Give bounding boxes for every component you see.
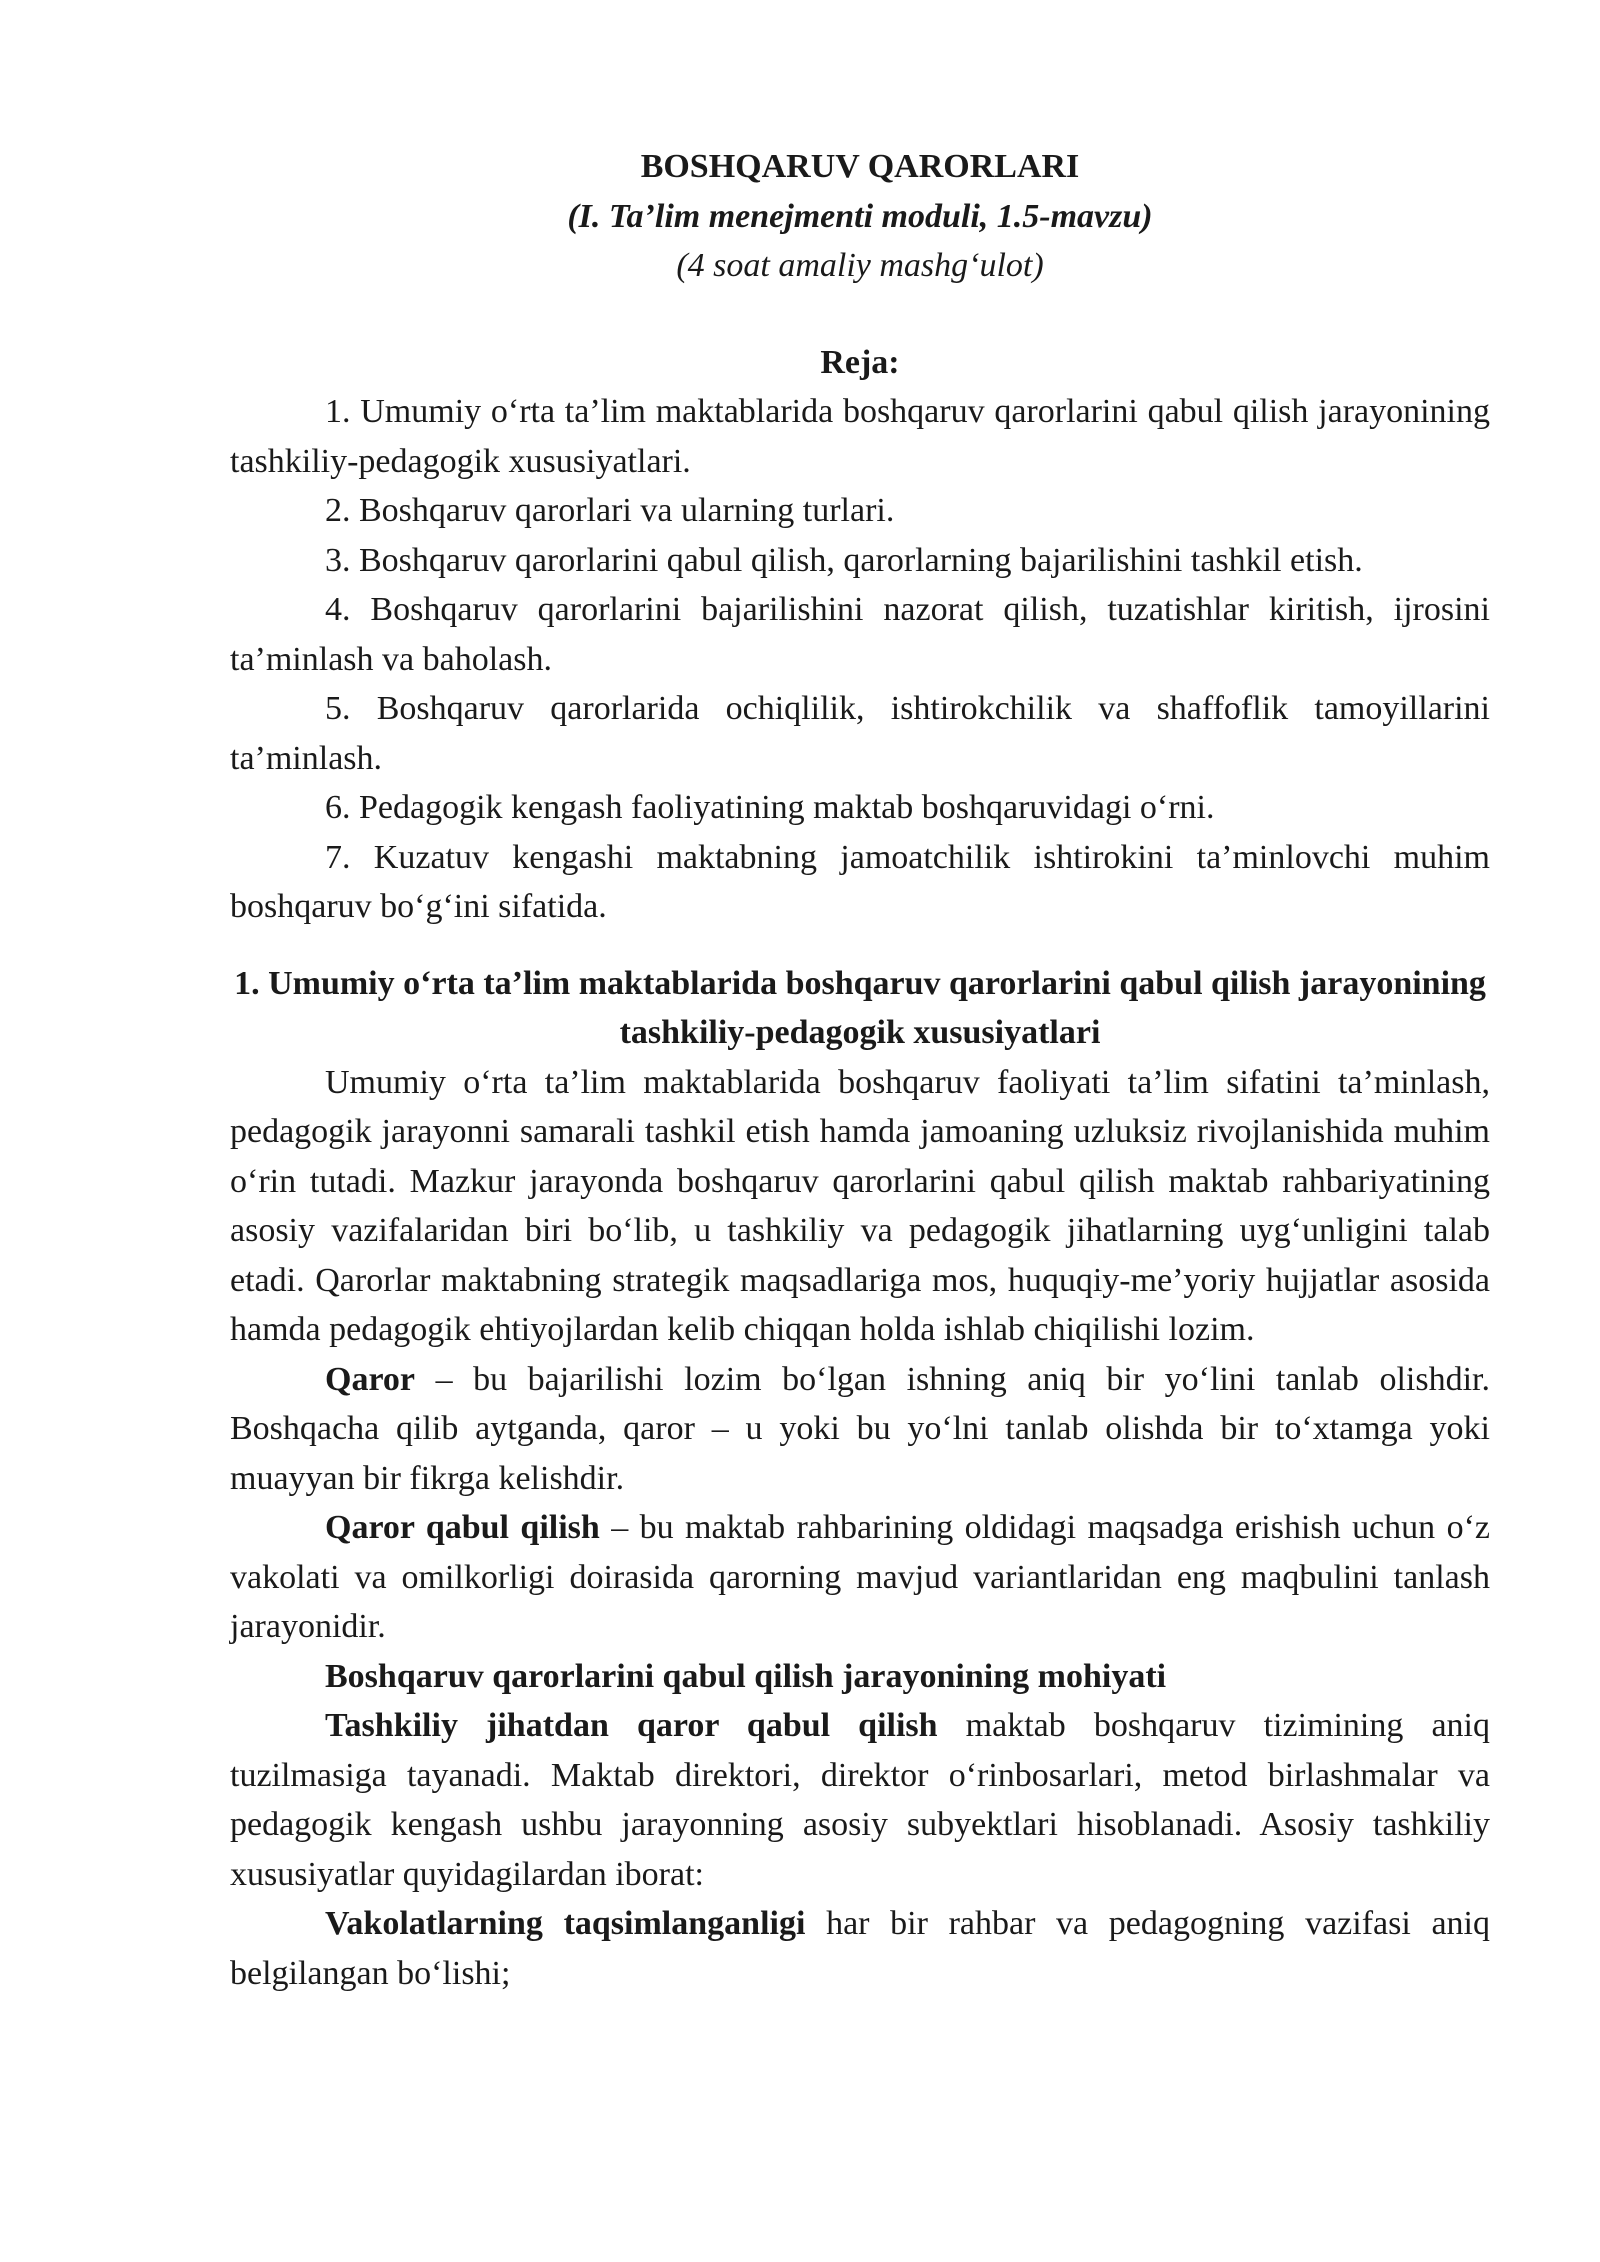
document-title: BOSHQARUV QARORLARI: [640, 148, 1080, 185]
section-1-heading: 1. Umumiy o‘rta ta’lim maktablarida boshqaruv qarorlarini qabul qilish jarayonining tashkiliy-pedagogik xususiyatlari: [234, 964, 1486, 1051]
paragraph-5-text: har bir rahbar va pedagogning vazifasi aniq belgilangan bo‘lishi;: [230, 1905, 1490, 1992]
plan-item-7: 7. Kuzatuv kengashi maktabning jamoatchilik ishtirokini ta’minlovchi muhim boshqaruv bo‘g‘ini sifatida.: [230, 838, 1490, 925]
plan-item-1: 1. Umumiy o‘rta ta’lim maktablarida boshqaruv qarorlarini qabul qilish jarayonining tashkiliy-pedagogik xususiyatlari.: [230, 393, 1490, 480]
paragraph-1: Umumiy o‘rta ta’lim maktablarida boshqaruv faoliyati ta’lim sifatini ta’minlash, pedagogik jarayonni samarali tashkil etish hamda jamoaning uzluksiz rivojlanishida muhim o‘rin tutadi. Mazkur jarayonda boshqaruv qarorlarini qabul qilish maktab rahbariyatining asosiy vazifalaridan biri bo‘lib, u tashkiliy va pedagogik jihatlarning uyg‘unligini talab etadi. Qarorlar maktabning strategik maqsadlariga mos, huquqiy-me’yoriy hujjatlar asosida hamda pedagogik ehtiyojlardan kelib chiqqan holda ishlab chiqilishi lozim.: [230, 1063, 1490, 1348]
paragraph-5: [230, 1899, 1490, 1998]
plan-heading: Reja:: [820, 343, 900, 381]
paragraph-5-term: Vakolatlarning taqsimlanganligi: [325, 1905, 806, 1942]
paragraph-4-term: Tashkiliy jihatdan qaror qabul qilish: [325, 1707, 938, 1744]
paragraph-2: [230, 1355, 1490, 1504]
plan-item-3: 3. Boshqaruv qarorlarini qabul qilish, qarorlarning bajarilishini tashkil etish.: [325, 541, 1363, 579]
paragraph-4: [230, 1701, 1490, 1899]
paragraph-4-text: maktab boshqaruv tizimining aniq tuzilmasiga tayanadi. Maktab direktori, direktor o‘rinbosarlari, metod birlashmalar va pedagogik kengash ushbu jarayonning asosiy subyektlari hisoblanadi. Asosiy tashkiliy xususiyatlar quyidagilardan iborat:: [230, 1707, 1490, 1893]
paragraph-2-term: Qaror: [325, 1360, 416, 1398]
document-subtitle-hours: (4 soat amaliy mashg‘ulot): [676, 247, 1044, 284]
paragraph-2-text: – bu bajarilishi lozim bo‘lgan ishning aniq bir yo‘lini tanlab olishdir. Boshqacha qilib aytganda, qaror – u yoki bu yo‘lni tanlab olishda bir to‘xtamga yoki muayyan bir fikrga kelishdir.: [230, 1360, 1490, 1497]
paragraph-3-term: Qaror qabul qilish: [325, 1509, 600, 1546]
paragraph-3-text: – bu maktab rahbarining oldidagi maqsadga erishish uchun o‘z vakolati va omilkorligi doirasida qarorning mavjud variantlaridan eng maqbulini tanlash jarayonidir.: [230, 1509, 1490, 1645]
document-page: [230, 130, 1490, 1998]
plan-item-2: 2. Boshqaruv qarorlari va ularning turlari.: [325, 492, 895, 529]
paragraph-3: [230, 1503, 1490, 1652]
plan-item-4: 4. Boshqaruv qarorlarini bajarilishini nazorat qilish, tuzatishlar kiritish, ijrosini ta’minlash va baholash.: [230, 591, 1490, 678]
plan-item-6: 6. Pedagogik kengash faoliyatining maktab boshqaruvidagi o‘rni.: [325, 789, 1215, 826]
document-subtitle-module: (I. Ta’lim menejmenti moduli, 1.5-mavzu): [567, 197, 1153, 235]
subheading-essence: Boshqaruv qarorlarini qabul qilish jarayonining mohiyati: [325, 1657, 1167, 1695]
plan-item-5: 5. Boshqaruv qarorlarida ochiqlilik, ishtirokchilik va shaffoflik tamoyillarini ta’minlash.: [230, 690, 1490, 777]
